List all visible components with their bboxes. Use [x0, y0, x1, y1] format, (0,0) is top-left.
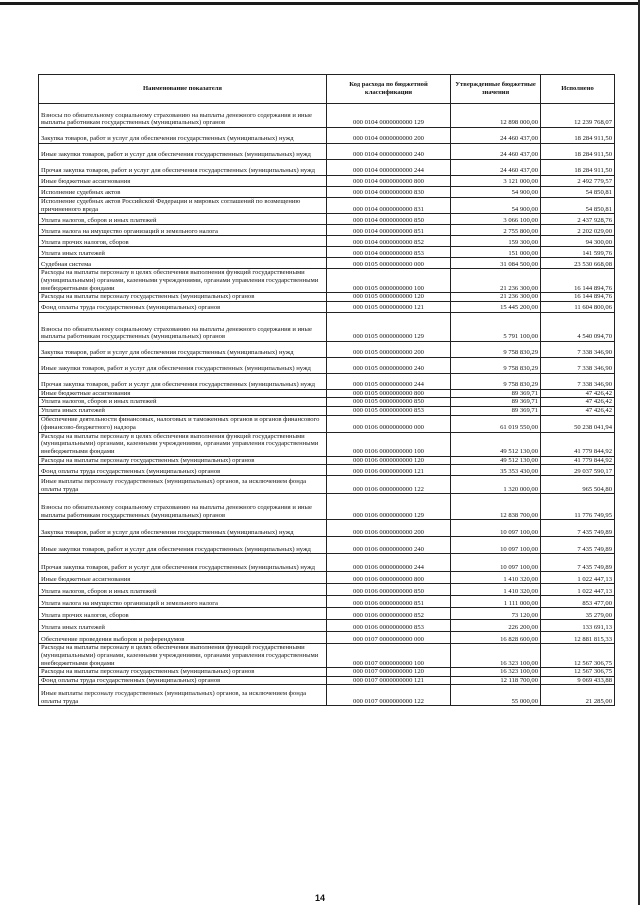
budget-code-cell: 000 0106 0000000000 850	[327, 584, 451, 596]
executed-value-cell: 7 435 749,89	[541, 537, 615, 554]
budget-code-cell: 000 0107 0000000000 120	[327, 668, 451, 677]
approved-value-cell: 1 111 000,00	[451, 596, 541, 608]
approved-value-cell: 3 066 100,00	[451, 214, 541, 225]
executed-value-cell: 7 338 346,90	[541, 341, 615, 357]
budget-code-cell: 000 0107 0000000000 122	[327, 685, 451, 706]
table-row	[39, 293, 615, 302]
indicator-name-cell: Фонд оплаты труда государственных (муниципальных) органов	[39, 301, 327, 312]
executed-value-cell: 29 037 590,17	[541, 465, 615, 476]
indicator-name-cell: Судебная система	[39, 258, 327, 269]
approved-value-cell: 31 084 500,00	[451, 258, 541, 269]
header-budget-code: Код расхода по бюджетной классификации	[327, 75, 451, 104]
executed-value-cell: 11 604 800,06	[541, 301, 615, 312]
budget-code-cell: 000 0106 0000000000 852	[327, 608, 451, 620]
indicator-name-cell: Уплата иных платежей	[39, 406, 327, 415]
budget-code-cell: 000 0104 0000000000 830	[327, 187, 451, 198]
approved-value-cell: 89 369,71	[451, 398, 541, 407]
approved-value-cell: 89 369,71	[451, 406, 541, 415]
approved-value-cell: 12 118 700,00	[451, 676, 541, 685]
indicator-name-cell: Расходы на выплаты персоналу государственных (муниципальных) органов	[39, 668, 327, 677]
table-row	[39, 198, 615, 214]
executed-value-cell: 18 284 911,50	[541, 160, 615, 176]
indicator-name-cell: Уплата прочих налогов, сборов	[39, 608, 327, 620]
indicator-name-cell: Закупка товаров, работ и услуг для обеспечения государственных (муниципальных) нужд	[39, 341, 327, 357]
executed-value-cell: 2 202 029,00	[541, 225, 615, 236]
budget-code-cell: 000 0105 0000000000 121	[327, 301, 451, 312]
indicator-name-cell: Взносы по обязательному социальному страхованию на выплаты денежного содержания и иные выплаты работникам государственных (муниципальных) органов	[39, 104, 327, 128]
indicator-name-cell: Прочая закупка товаров, работ и услуг для обеспечения государственных (муниципальных) нужд	[39, 554, 327, 572]
executed-value-cell: 12 567 306,75	[541, 644, 615, 668]
budget-code-cell: 000 0104 0000000000 200	[327, 128, 451, 144]
executed-value-cell: 12 239 768,07	[541, 104, 615, 128]
indicator-name-cell: Расходы на выплаты персоналу государственных (муниципальных) органов	[39, 456, 327, 465]
table-row	[39, 373, 615, 389]
executed-value-cell: 4 540 094,70	[541, 312, 615, 341]
table-row	[39, 258, 615, 269]
table-row	[39, 247, 615, 258]
executed-value-cell: 11 776 749,95	[541, 494, 615, 520]
budget-code-cell: 000 0104 0000000000 851	[327, 225, 451, 236]
indicator-name-cell: Уплата налога на имущество организаций и земельного налога	[39, 225, 327, 236]
table-row	[39, 596, 615, 608]
budget-code-cell: 000 0106 0000000000 122	[327, 476, 451, 494]
indicator-name-cell: Расходы на выплаты персоналу в целях обеспечения выполнения функций государственными (муниципальными) органами, казенными учреждениями, органами управления государственными внебюджетными фондами	[39, 432, 327, 456]
table-row	[39, 632, 615, 644]
approved-value-cell: 1 410 320,00	[451, 584, 541, 596]
executed-value-cell: 2 492 779,57	[541, 176, 615, 187]
budget-code-cell: 000 0105 0000000000 129	[327, 312, 451, 341]
table-row	[39, 160, 615, 176]
approved-value-cell: 55 000,00	[451, 685, 541, 706]
approved-value-cell: 54 900,00	[451, 198, 541, 214]
indicator-name-cell: Взносы по обязательному социальному страхованию на выплаты денежного содержания и иные выплаты работникам государственных (муниципальных) органов	[39, 312, 327, 341]
approved-value-cell: 159 300,00	[451, 236, 541, 247]
approved-value-cell: 3 121 000,00	[451, 176, 541, 187]
indicator-name-cell: Взносы по обязательному социальному страхованию на выплаты денежного содержания и иные выплаты работникам государственных (муниципальных) органов	[39, 494, 327, 520]
approved-value-cell: 21 236 300,00	[451, 269, 541, 293]
header-approved-values: Утвержденные бюджетные значения	[451, 75, 541, 104]
table-row	[39, 668, 615, 677]
budget-code-cell: 000 0104 0000000000 129	[327, 104, 451, 128]
budget-code-cell: 000 0104 0000000000 800	[327, 176, 451, 187]
executed-value-cell: 12 881 815,33	[541, 632, 615, 644]
budget-code-cell: 000 0105 0000000000 240	[327, 357, 451, 373]
approved-value-cell: 151 000,00	[451, 247, 541, 258]
budget-code-cell: 000 0105 0000000000 200	[327, 341, 451, 357]
table-row	[39, 312, 615, 341]
indicator-name-cell: Закупка товаров, работ и услуг для обеспечения государственных (муниципальных) нужд	[39, 128, 327, 144]
table-row	[39, 494, 615, 520]
budget-code-cell: 000 0106 0000000000 200	[327, 520, 451, 537]
table-row	[39, 520, 615, 537]
page-number: 14	[314, 893, 325, 903]
approved-value-cell: 24 460 437,00	[451, 128, 541, 144]
approved-value-cell: 10 097 100,00	[451, 554, 541, 572]
budget-code-cell: 000 0104 0000000000 852	[327, 236, 451, 247]
table-row	[39, 415, 615, 432]
approved-value-cell: 5 791 100,00	[451, 312, 541, 341]
indicator-name-cell: Уплата налогов, сборов и иных платежей	[39, 398, 327, 407]
executed-value-cell: 7 435 749,89	[541, 520, 615, 537]
indicator-name-cell: Фонд оплаты труда государственных (муниципальных) органов	[39, 676, 327, 685]
indicator-name-cell: Исполнение судебных актов	[39, 187, 327, 198]
indicator-name-cell: Обеспечение деятельности финансовых, налоговых и таможенных органов и органов финансового (финансово-бюджетного) надзора	[39, 415, 327, 432]
table-row	[39, 432, 615, 456]
executed-value-cell: 47 426,42	[541, 389, 615, 398]
budget-code-cell: 000 0106 0000000000 120	[327, 456, 451, 465]
budget-code-cell: 000 0106 0000000000 244	[327, 554, 451, 572]
table-row	[39, 554, 615, 572]
indicator-name-cell: Расходы на выплаты персоналу в целях обеспечения выполнения функций государственными (муниципальными) органами, казенными учреждениями, органами управления государственными внебюджетными фондами	[39, 269, 327, 293]
indicator-name-cell: Исполнение судебных актов Российской Федерации и мировых соглашений по возмещению причиненного вреда	[39, 198, 327, 214]
executed-value-cell: 133 691,13	[541, 620, 615, 632]
header-executed: Исполнено	[541, 75, 615, 104]
budget-code-cell: 000 0105 0000000000 120	[327, 293, 451, 302]
indicator-name-cell: Иные закупки товаров, работ и услуг для обеспечения государственных (муниципальных) нужд	[39, 537, 327, 554]
executed-value-cell: 18 284 911,50	[541, 144, 615, 160]
executed-value-cell: 7 338 346,90	[541, 357, 615, 373]
executed-value-cell: 1 022 447,13	[541, 584, 615, 596]
table-row	[39, 301, 615, 312]
executed-value-cell: 965 504,80	[541, 476, 615, 494]
budget-code-cell: 000 0106 0000000000 121	[327, 465, 451, 476]
indicator-name-cell: Иные закупки товаров, работ и услуг для обеспечения государственных (муниципальных) нужд	[39, 144, 327, 160]
budget-execution-table	[38, 74, 615, 706]
approved-value-cell: 35 353 430,00	[451, 465, 541, 476]
executed-value-cell: 141 599,76	[541, 247, 615, 258]
executed-value-cell: 94 300,00	[541, 236, 615, 247]
table-row	[39, 357, 615, 373]
budget-code-cell: 000 0106 0000000000 851	[327, 596, 451, 608]
budget-code-cell: 000 0106 0000000000 100	[327, 432, 451, 456]
table-row	[39, 572, 615, 584]
approved-value-cell: 226 200,00	[451, 620, 541, 632]
executed-value-cell: 54 850,81	[541, 187, 615, 198]
approved-value-cell: 2 755 800,00	[451, 225, 541, 236]
indicator-name-cell: Уплата прочих налогов, сборов	[39, 236, 327, 247]
approved-value-cell: 61 019 550,00	[451, 415, 541, 432]
indicator-name-cell: Прочая закупка товаров, работ и услуг для обеспечения государственных (муниципальных) нужд	[39, 373, 327, 389]
executed-value-cell: 16 144 894,76	[541, 269, 615, 293]
approved-value-cell: 16 323 100,00	[451, 668, 541, 677]
table-row	[39, 406, 615, 415]
budget-code-cell: 000 0105 0000000000 000	[327, 258, 451, 269]
approved-value-cell: 24 460 437,00	[451, 144, 541, 160]
indicator-name-cell: Иные выплаты персоналу государственных (муниципальных) органов, за исключением фонда оплаты труда	[39, 476, 327, 494]
indicator-name-cell: Прочая закупка товаров, работ и услуг для обеспечения государственных (муниципальных) нужд	[39, 160, 327, 176]
indicator-name-cell: Обеспечение проведения выборов и референдумов	[39, 632, 327, 644]
table-row	[39, 214, 615, 225]
table-row	[39, 236, 615, 247]
budget-code-cell: 000 0105 0000000000 800	[327, 389, 451, 398]
approved-value-cell: 12 898 000,00	[451, 104, 541, 128]
table-row	[39, 644, 615, 668]
indicator-name-cell: Расходы на выплаты персоналу государственных (муниципальных) органов	[39, 293, 327, 302]
budget-code-cell: 000 0106 0000000000 240	[327, 537, 451, 554]
approved-value-cell: 10 097 100,00	[451, 537, 541, 554]
table-row	[39, 584, 615, 596]
indicator-name-cell: Закупка товаров, работ и услуг для обеспечения государственных (муниципальных) нужд	[39, 520, 327, 537]
budget-code-cell: 000 0105 0000000000 853	[327, 406, 451, 415]
executed-value-cell: 54 850,81	[541, 198, 615, 214]
executed-value-cell: 50 238 041,94	[541, 415, 615, 432]
table-row	[39, 187, 615, 198]
executed-value-cell: 18 284 911,50	[541, 128, 615, 144]
table-row	[39, 269, 615, 293]
approved-value-cell: 1 410 320,00	[451, 572, 541, 584]
budget-code-cell: 000 0107 0000000000 121	[327, 676, 451, 685]
budget-code-cell: 000 0105 0000000000 244	[327, 373, 451, 389]
indicator-name-cell: Уплата налогов, сборов и иных платежей	[39, 214, 327, 225]
approved-value-cell: 12 838 700,00	[451, 494, 541, 520]
table-row	[39, 144, 615, 160]
approved-value-cell: 24 460 437,00	[451, 160, 541, 176]
approved-value-cell: 16 828 600,00	[451, 632, 541, 644]
budget-code-cell: 000 0105 0000000000 100	[327, 269, 451, 293]
approved-value-cell: 9 758 830,29	[451, 357, 541, 373]
header-indicator-name: Наименование показателя	[39, 75, 327, 104]
approved-value-cell: 54 900,00	[451, 187, 541, 198]
executed-value-cell: 47 426,42	[541, 398, 615, 407]
indicator-name-cell: Уплата иных платежей	[39, 620, 327, 632]
executed-value-cell: 853 477,00	[541, 596, 615, 608]
table-body	[39, 104, 615, 706]
budget-code-cell: 000 0104 0000000000 244	[327, 160, 451, 176]
table-row	[39, 176, 615, 187]
executed-value-cell: 41 779 844,92	[541, 432, 615, 456]
budget-code-cell: 000 0106 0000000000 129	[327, 494, 451, 520]
executed-value-cell: 12 567 306,75	[541, 668, 615, 677]
indicator-name-cell: Фонд оплаты труда государственных (муниципальных) органов	[39, 465, 327, 476]
indicator-name-cell: Уплата налога на имущество организаций и земельного налога	[39, 596, 327, 608]
approved-value-cell: 1 320 000,00	[451, 476, 541, 494]
budget-code-cell: 000 0106 0000000000 800	[327, 572, 451, 584]
indicator-name-cell: Расходы на выплаты персоналу в целях обеспечения выполнения функций государственными (муниципальными) органами, казенными учреждениями, органами управления государственными внебюджетными фондами	[39, 644, 327, 668]
approved-value-cell: 73 120,00	[451, 608, 541, 620]
approved-value-cell: 10 097 100,00	[451, 520, 541, 537]
indicator-name-cell: Иные выплаты персоналу государственных (муниципальных) органов, за исключением фонда оплаты труда	[39, 685, 327, 706]
approved-value-cell: 9 758 830,29	[451, 373, 541, 389]
indicator-name-cell: Иные бюджетные ассигнования	[39, 572, 327, 584]
indicator-name-cell: Уплата налогов, сборов и иных платежей	[39, 584, 327, 596]
budget-code-cell: 000 0104 0000000000 850	[327, 214, 451, 225]
executed-value-cell: 7 338 346,90	[541, 373, 615, 389]
executed-value-cell: 23 530 668,08	[541, 258, 615, 269]
executed-value-cell: 35 279,00	[541, 608, 615, 620]
table-row	[39, 620, 615, 632]
approved-value-cell: 89 369,71	[451, 389, 541, 398]
indicator-name-cell: Иные бюджетные ассигнования	[39, 176, 327, 187]
executed-value-cell: 47 426,42	[541, 406, 615, 415]
approved-value-cell: 16 323 100,00	[451, 644, 541, 668]
executed-value-cell: 1 022 447,13	[541, 572, 615, 584]
executed-value-cell: 2 437 928,76	[541, 214, 615, 225]
approved-value-cell: 15 445 200,00	[451, 301, 541, 312]
budget-code-cell: 000 0104 0000000000 831	[327, 198, 451, 214]
table-row	[39, 389, 615, 398]
executed-value-cell: 21 285,00	[541, 685, 615, 706]
executed-value-cell: 41 779 844,92	[541, 456, 615, 465]
executed-value-cell: 9 069 433,88	[541, 676, 615, 685]
table-row	[39, 465, 615, 476]
table-row	[39, 456, 615, 465]
budget-code-cell: 000 0107 0000000000 100	[327, 644, 451, 668]
table-row	[39, 128, 615, 144]
budget-code-cell: 000 0107 0000000000 000	[327, 632, 451, 644]
table-row	[39, 398, 615, 407]
top-border-rule	[0, 2, 640, 5]
budget-code-cell: 000 0105 0000000000 850	[327, 398, 451, 407]
approved-value-cell: 9 758 830,29	[451, 341, 541, 357]
approved-value-cell: 21 236 300,00	[451, 293, 541, 302]
budget-code-cell: 000 0104 0000000000 240	[327, 144, 451, 160]
table-header-row	[39, 75, 615, 104]
table-row	[39, 685, 615, 706]
budget-code-cell: 000 0106 0000000000 000	[327, 415, 451, 432]
indicator-name-cell: Иные бюджетные ассигнования	[39, 389, 327, 398]
indicator-name-cell: Уплата иных платежей	[39, 247, 327, 258]
budget-code-cell: 000 0106 0000000000 853	[327, 620, 451, 632]
table-row	[39, 476, 615, 494]
approved-value-cell: 49 512 130,00	[451, 432, 541, 456]
indicator-name-cell: Иные закупки товаров, работ и услуг для обеспечения государственных (муниципальных) нужд	[39, 357, 327, 373]
executed-value-cell: 16 144 894,76	[541, 293, 615, 302]
executed-value-cell: 7 435 749,89	[541, 554, 615, 572]
budget-code-cell: 000 0104 0000000000 853	[327, 247, 451, 258]
approved-value-cell: 49 512 130,00	[451, 456, 541, 465]
table-row	[39, 537, 615, 554]
table-row	[39, 225, 615, 236]
table-row	[39, 341, 615, 357]
table-row	[39, 608, 615, 620]
table-row	[39, 676, 615, 685]
table-row	[39, 104, 615, 128]
